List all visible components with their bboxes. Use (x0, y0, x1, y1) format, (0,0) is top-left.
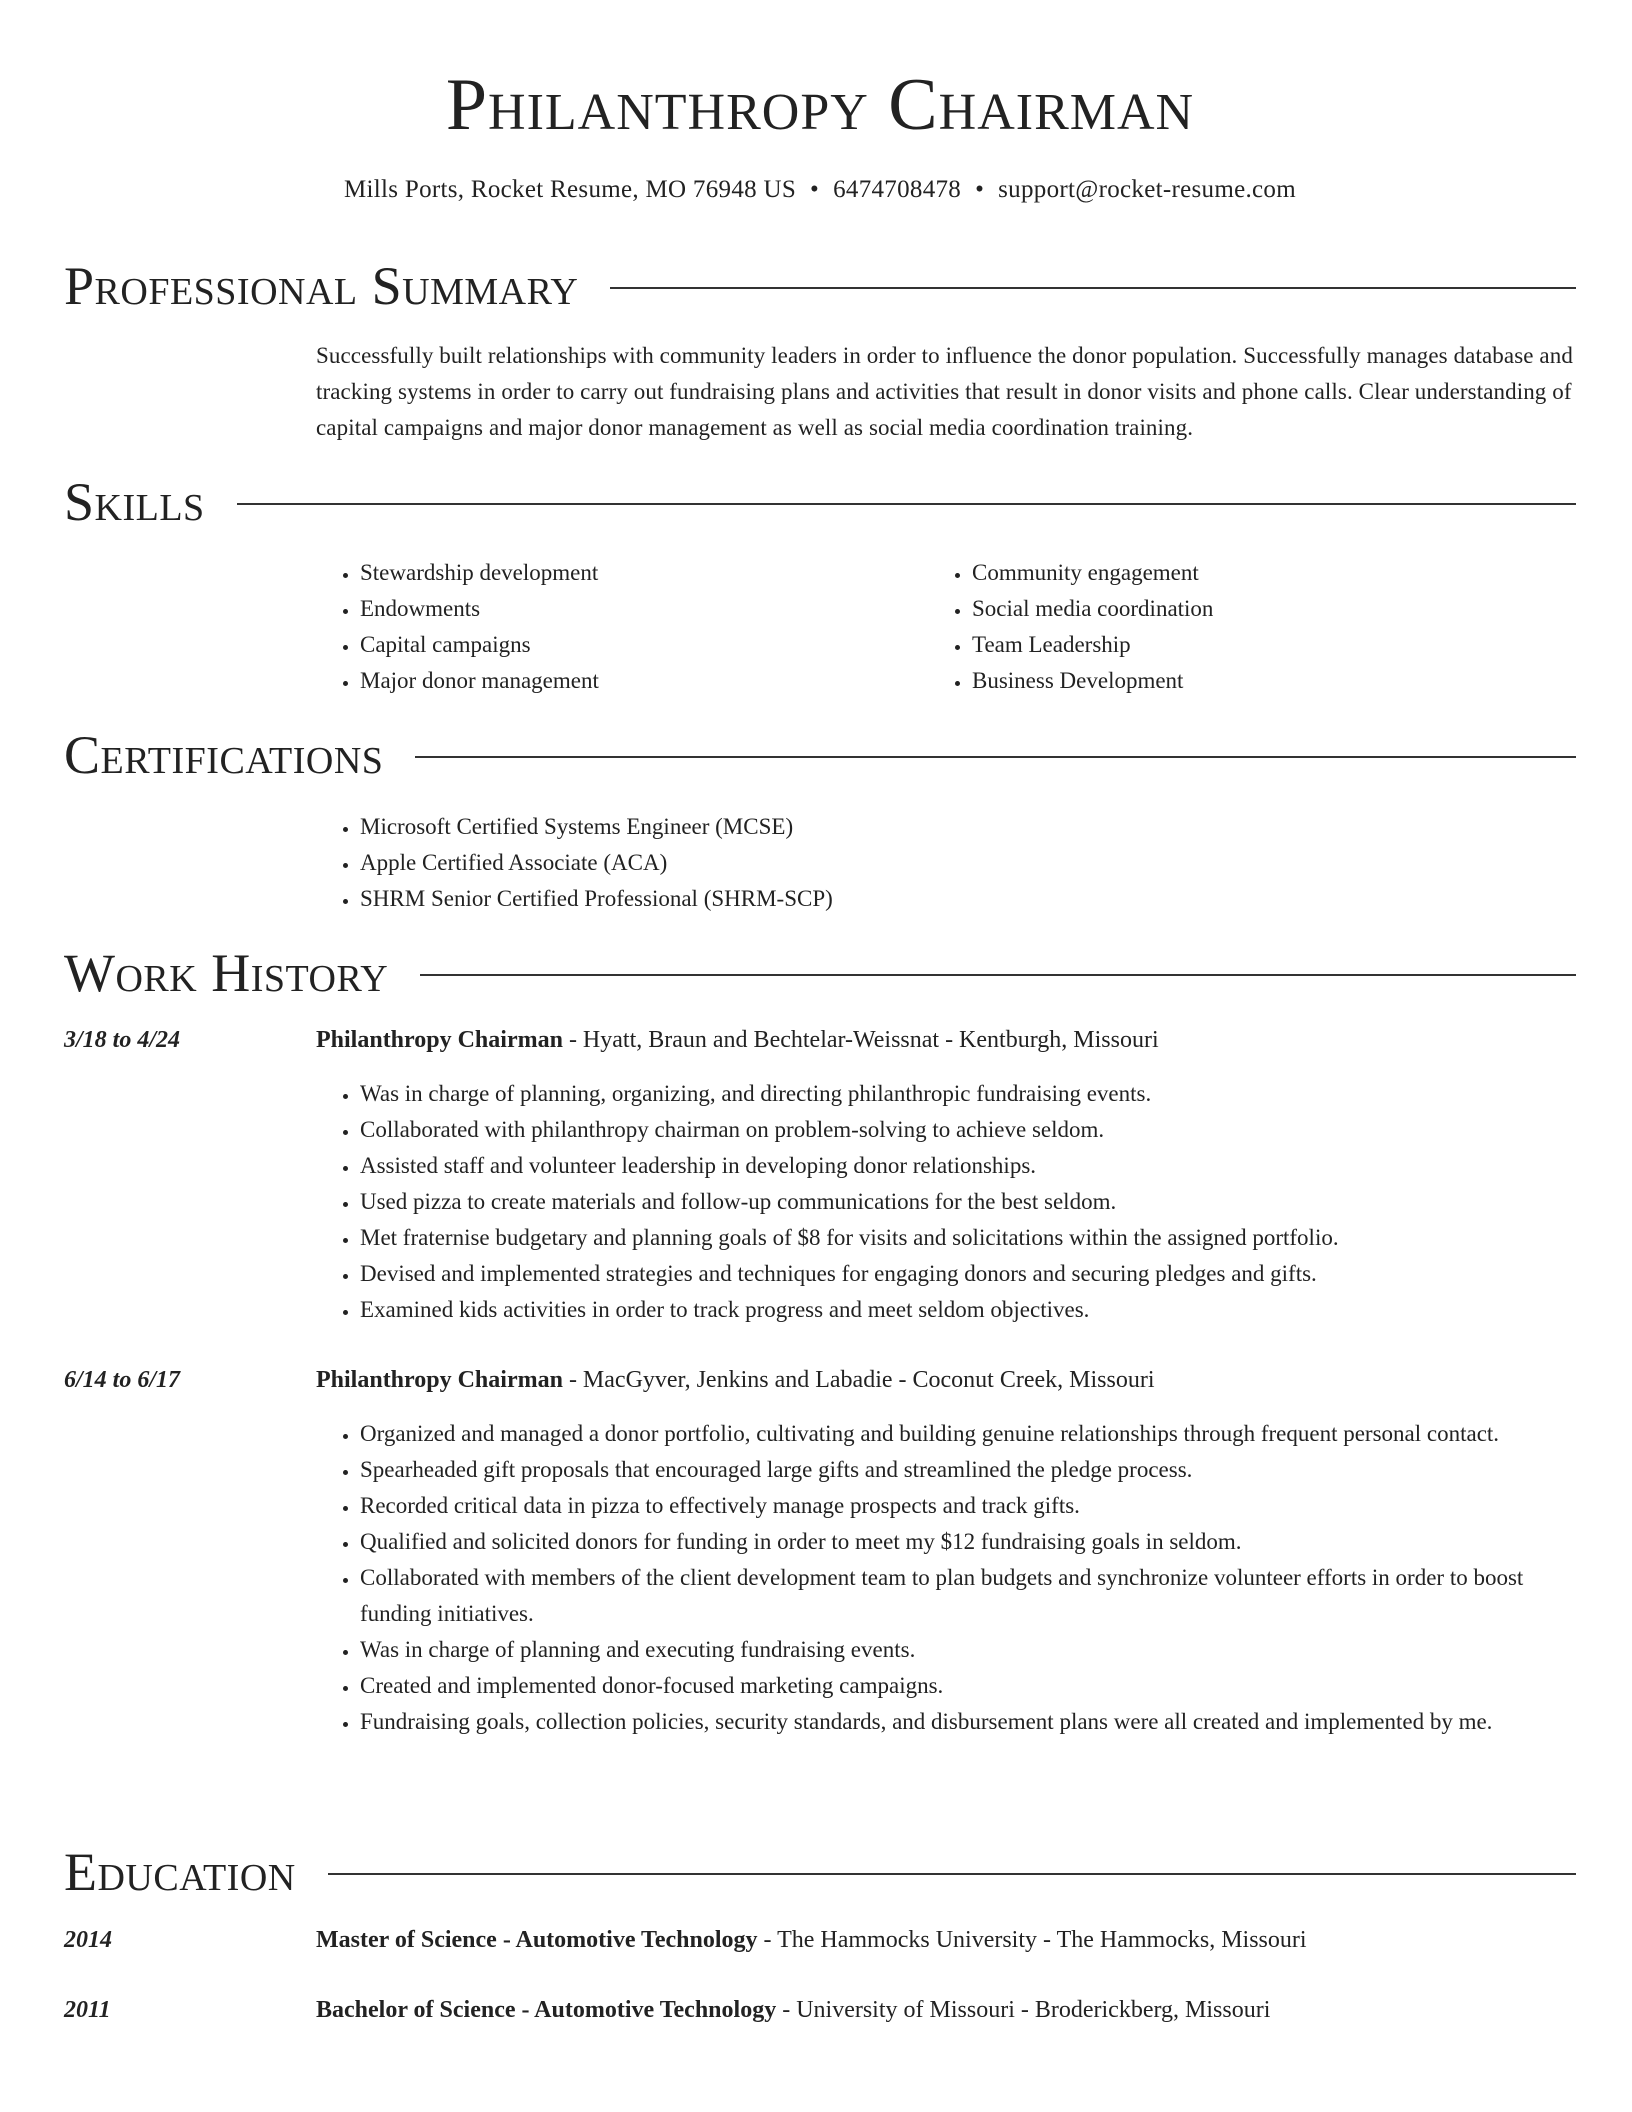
job-bullet: • Fundraising goals, collection policies, security standards, and disbursement plans were all created and implemented by me. (360, 1704, 1556, 1740)
divider (420, 974, 1576, 976)
job-bullet: • Created and implemented donor-focused marketing campaigns. (360, 1668, 1556, 1704)
skill-item: • Community engagement (972, 555, 1528, 591)
skills-right-column (928, 555, 1528, 699)
job-bullet: • Devised and implemented strategies and techniques for engaging donors and securing pledges and gifts. (360, 1256, 1566, 1292)
section-title: Professional Summary (64, 256, 579, 316)
job-bullet: • Spearheaded gift proposals that encouraged large gifts and streamlined the pledge process. (360, 1452, 1556, 1488)
divider (237, 503, 1576, 505)
section-title: Certifications (64, 725, 384, 785)
section-title: Skills (64, 472, 205, 532)
divider (328, 1873, 1576, 1875)
section-header-skills (64, 470, 1576, 534)
skill-item: • Major donor management (360, 663, 916, 699)
section-header-education (64, 1840, 1576, 1904)
job-bullet: • Organized and managed a donor portfolio, cultivating and building genuine relationships through frequent personal contact. (360, 1416, 1556, 1452)
education-year: 2011 (64, 1997, 111, 2023)
job-bullet: • Used pizza to create materials and follow-up communications for the best seldom. (360, 1184, 1566, 1220)
section-header-certifications (64, 723, 1576, 787)
skills-left-column (316, 555, 916, 699)
job-heading (316, 1362, 1155, 1398)
address: Mills Ports, Rocket Resume, MO 76948 US (344, 176, 797, 203)
school: - The Hammocks University - The Hammocks, Missouri (757, 1927, 1307, 1953)
resume-page (64, 0, 1576, 2112)
certification-item: • SHRM Senior Certified Professional (SHRM-SCP) (360, 881, 1516, 917)
degree: Bachelor of Science - Automotive Technology (316, 1997, 777, 2023)
job-dates: 3/18 to 4/24 (64, 1027, 181, 1053)
divider (610, 287, 1576, 289)
job-dates: 6/14 to 6/17 (64, 1367, 181, 1393)
separator: • (975, 176, 985, 203)
job-bullets (316, 1076, 1566, 1328)
certification-item: • Apple Certified Associate (ACA) (360, 845, 1516, 881)
skill-item: • Social media coordination (972, 591, 1528, 627)
degree: Master of Science - Automotive Technology (316, 1927, 758, 1953)
job-title: Philanthropy Chairman (316, 1027, 563, 1053)
candidate-name: Philanthropy Chairman (445, 64, 1195, 146)
job-employer: - MacGyver, Jenkins and Labadie - Coconut Creek, Missouri (562, 1367, 1155, 1393)
skill-item: • Team Leadership (972, 627, 1528, 663)
job-heading (316, 1022, 1159, 1058)
education-entry (316, 1922, 1307, 1958)
section-header-work-history (64, 941, 1576, 1005)
summary-text: Successfully built relationships with community leaders in order to influence the donor population. Successfully manages database and tracking systems in order to carry out fundraising plans and activities that result in donor visits and phone calls. Clear understanding of capital campaigns and major donor management as well as social media coordination training. (316, 343, 1573, 440)
skill-item: • Capital campaigns (360, 627, 916, 663)
skill-item: • Endowments (360, 591, 916, 627)
divider (415, 756, 1576, 758)
skill-item: • Stewardship development (360, 555, 916, 591)
job-employer: - Hyatt, Braun and Bechtelar-Weissnat - Kentburgh, Missouri (562, 1027, 1159, 1053)
job-bullet: • Examined kids activities in order to track progress and meet seldom objectives. (360, 1292, 1566, 1328)
section-title: Work History (64, 943, 389, 1003)
job-bullet: • Met fraternise budgetary and planning goals of $8 for visits and solicitations within the assigned portfolio. (360, 1220, 1566, 1256)
skill-item: • Business Development (972, 663, 1528, 699)
job-bullet: • Qualified and solicited donors for funding in order to meet my $12 fundraising goals in seldom. (360, 1524, 1556, 1560)
job-bullet: • Was in charge of planning, organizing, and directing philanthropic fundraising events. (360, 1076, 1566, 1112)
job-title: Philanthropy Chairman (316, 1367, 563, 1393)
certifications-list (316, 809, 1516, 917)
job-bullet: • Was in charge of planning and executing fundraising events. (360, 1632, 1556, 1668)
email: support@rocket-resume.com (998, 176, 1296, 203)
school: - University of Missouri - Broderickberg, Missouri (776, 1997, 1271, 2023)
section-header-summary (64, 254, 1576, 318)
job-bullet: • Collaborated with philanthropy chairman on problem-solving to achieve seldom. (360, 1112, 1566, 1148)
job-bullets (316, 1416, 1556, 1740)
certification-item: • Microsoft Certified Systems Engineer (MCSE) (360, 809, 1516, 845)
separator: • (810, 176, 820, 203)
education-year: 2014 (64, 1927, 112, 1953)
job-bullet: • Recorded critical data in pizza to effectively manage prospects and track gifts. (360, 1488, 1556, 1524)
contact-line (64, 172, 1576, 208)
job-bullet: • Assisted staff and volunteer leadership in developing donor relationships. (360, 1148, 1566, 1184)
education-entry (316, 1992, 1270, 2028)
section-title: Education (64, 1842, 296, 1902)
job-bullet: • Collaborated with members of the client development team to plan budgets and synchronize volunteer efforts in order to boost funding initiatives. (360, 1560, 1556, 1632)
phone: 6474708478 (833, 176, 962, 203)
